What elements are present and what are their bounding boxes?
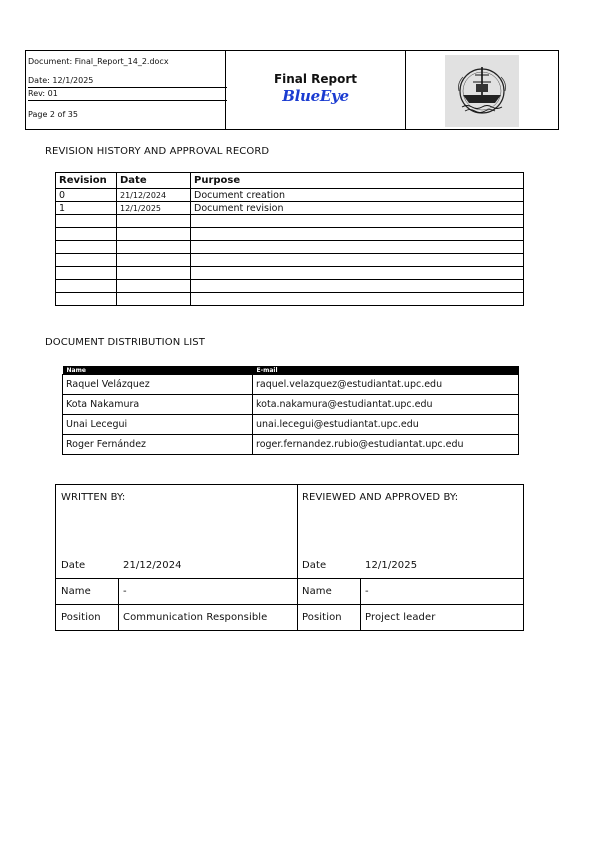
report-title: Final Report [273, 72, 358, 86]
document-date: Date: 12/1/2025 [28, 76, 94, 85]
written-by-label: WRITTEN BY: [61, 492, 126, 503]
divider [28, 87, 227, 88]
table-cell [191, 280, 524, 293]
reviewed-date-value: 12/1/2025 [365, 560, 418, 571]
divider [56, 578, 523, 579]
recipient-email: kota.nakamura@estudiantat.upc.edu [253, 395, 519, 415]
table-row [56, 228, 524, 241]
table-row [56, 202, 524, 215]
column-header: Revision [56, 173, 117, 189]
table-cell [117, 280, 191, 293]
revision-section-title: REVISION HISTORY AND APPROVAL RECORD [45, 146, 270, 157]
table-cell [191, 267, 524, 280]
recipient-name: Unai Lecegui [63, 415, 253, 435]
written-date-value: 21/12/2024 [123, 560, 182, 571]
reviewed-name-value: - [365, 586, 369, 597]
ship-logo-icon [445, 55, 519, 127]
table-cell [56, 293, 117, 306]
recipient-name: Raquel Velázquez [63, 375, 253, 395]
table-cell [117, 254, 191, 267]
table-row [56, 241, 524, 254]
reviewed-by-label: REVIEWED AND APPROVED BY: [302, 492, 459, 503]
table-row [56, 293, 524, 306]
table-cell: Document revision [191, 202, 524, 215]
table-cell [56, 267, 117, 280]
recipient-name: Roger Fernández [63, 435, 253, 455]
divider [56, 604, 523, 605]
reviewed-position-value: Project leader [365, 612, 436, 623]
logo-cell [406, 51, 558, 129]
document-filename: Document: Final_Report_14_2.docx [28, 57, 169, 66]
table-cell [56, 215, 117, 228]
recipient-email: roger.fernandez.rubio@estudiantat.upc.edu [253, 435, 519, 455]
distribution-section-title: DOCUMENT DISTRIBUTION LIST [45, 337, 205, 348]
document-header [25, 50, 559, 130]
recipient-email: raquel.velazquez@estudiantat.upc.edu [253, 375, 519, 395]
recipient-name: Kota Nakamura [63, 395, 253, 415]
table-cell [56, 241, 117, 254]
distribution-table [62, 366, 519, 455]
column-header: Name [63, 366, 253, 375]
table-cell [56, 228, 117, 241]
table-header-row [63, 366, 519, 375]
written-date-label: Date [61, 560, 86, 571]
table-cell [191, 241, 524, 254]
table-cell [56, 254, 117, 267]
table-row [56, 280, 524, 293]
approval-table [55, 484, 524, 631]
recipient-email: unai.lecegui@estudiantat.upc.edu [253, 415, 519, 435]
table-row [56, 215, 524, 228]
divider [297, 485, 298, 630]
table-cell [191, 254, 524, 267]
reviewed-date-label: Date [302, 560, 327, 571]
table-cell: 1 [56, 202, 117, 215]
reviewed-name-label: Name [302, 586, 332, 597]
table-row [56, 267, 524, 280]
table-cell: 12/1/2025 [117, 202, 191, 215]
table-row [63, 375, 519, 395]
divider [28, 100, 227, 101]
written-name-label: Name [61, 586, 91, 597]
column-header: Date [117, 173, 191, 189]
table-row [56, 189, 524, 202]
written-position-label: Position [61, 612, 101, 623]
table-row [63, 435, 519, 455]
table-row [63, 415, 519, 435]
written-name-value: - [123, 586, 127, 597]
table-row [63, 395, 519, 415]
page-number: Page 2 of 35 [28, 110, 78, 119]
document-rev: Rev: 01 [28, 89, 58, 98]
table-cell [56, 280, 117, 293]
brand-name: BlueEye [282, 87, 349, 105]
column-header: Purpose [191, 173, 524, 189]
table-cell [117, 215, 191, 228]
table-cell [117, 293, 191, 306]
written-position-value: Communication Responsible [123, 612, 268, 623]
revision-table [55, 172, 524, 306]
table-cell [191, 215, 524, 228]
table-cell [117, 267, 191, 280]
table-cell [117, 228, 191, 241]
document-info-cell [26, 51, 226, 129]
column-header: E-mail [253, 366, 519, 375]
table-cell [117, 241, 191, 254]
table-row [56, 254, 524, 267]
title-cell [226, 51, 406, 129]
table-cell [191, 228, 524, 241]
reviewed-position-label: Position [302, 612, 342, 623]
table-cell: Document creation [191, 189, 524, 202]
table-header-row [56, 173, 524, 189]
table-cell: 0 [56, 189, 117, 202]
table-cell [191, 293, 524, 306]
table-cell: 21/12/2024 [117, 189, 191, 202]
